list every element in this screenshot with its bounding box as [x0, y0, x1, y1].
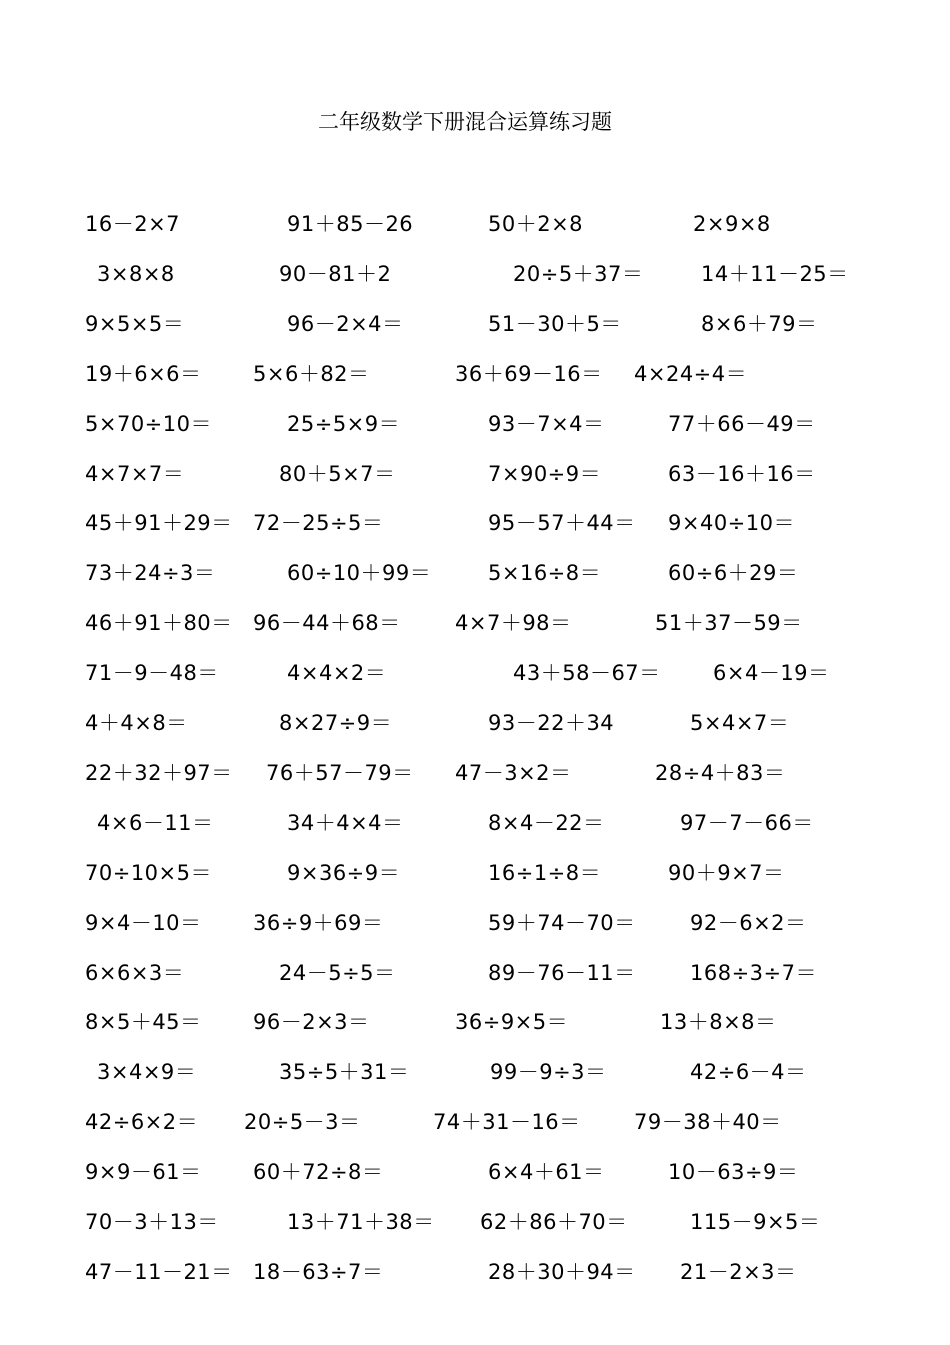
- math-problem: 96－44＋68＝: [253, 611, 401, 635]
- problem-row: [0, 708, 950, 738]
- math-problem: 4×24÷4＝: [634, 362, 748, 386]
- math-problem: 70÷10×5＝: [85, 861, 212, 885]
- math-problem: 92－6×2＝: [690, 911, 807, 935]
- problem-row: [0, 1057, 950, 1087]
- math-problem: 8×5＋45＝: [85, 1010, 202, 1034]
- math-problem: 77＋66－49＝: [668, 412, 816, 436]
- math-problem: 73＋24÷3＝: [85, 561, 216, 585]
- math-problem: 42÷6×2＝: [85, 1110, 199, 1134]
- math-problem: 5×70÷10＝: [85, 412, 212, 436]
- problem-row: [0, 508, 950, 538]
- math-problem: 51＋37－59＝: [655, 611, 803, 635]
- math-problem: 50＋2×8: [488, 212, 584, 236]
- math-problem: 9×4－10＝: [85, 911, 202, 935]
- math-problem: 36÷9×5＝: [455, 1010, 569, 1034]
- math-problem: 60＋72÷8＝: [253, 1160, 384, 1184]
- math-problem: 35÷5＋31＝: [279, 1060, 410, 1084]
- page-title: 二年级数学下册混合运算练习题: [318, 110, 612, 134]
- math-problem: 70－3＋13＝: [85, 1210, 219, 1234]
- math-problem: 95－57＋44＝: [488, 511, 636, 535]
- math-problem: 93－7×4＝: [488, 412, 605, 436]
- math-problem: 28＋30＋94＝: [488, 1260, 636, 1284]
- problem-row: [0, 1007, 950, 1037]
- math-problem: 3×8×8: [97, 262, 175, 286]
- math-problem: 6×4－19＝: [713, 661, 830, 685]
- problem-row: [0, 209, 950, 239]
- math-problem: 18－63÷7＝: [253, 1260, 384, 1284]
- math-problem: 9×5×5＝: [85, 312, 185, 336]
- math-problem: 99－9÷3＝: [490, 1060, 607, 1084]
- math-problem: 60÷6＋29＝: [668, 561, 799, 585]
- math-problem: 14＋11－25＝: [701, 262, 849, 286]
- math-problem: 21－2×3＝: [680, 1260, 797, 1284]
- math-problem: 74＋31－16＝: [433, 1110, 581, 1134]
- math-problem: 20÷5－3＝: [244, 1110, 361, 1134]
- math-problem: 93－22＋34: [488, 711, 615, 735]
- math-problem: 25÷5×9＝: [287, 412, 401, 436]
- problem-row: [0, 908, 950, 938]
- math-problem: 24－5÷5＝: [279, 961, 396, 985]
- math-problem: 47－11－21＝: [85, 1260, 233, 1284]
- math-problem: 63－16＋16＝: [668, 462, 816, 486]
- math-problem: 20÷5＋37＝: [513, 262, 644, 286]
- math-problem: 5×6＋82＝: [253, 362, 370, 386]
- math-problem: 36＋69－16＝: [455, 362, 603, 386]
- math-problem: 4×6－11＝: [97, 811, 214, 835]
- math-problem: 9×36÷9＝: [287, 861, 401, 885]
- problem-row: [0, 309, 950, 339]
- math-problem: 71－9－48＝: [85, 661, 219, 685]
- math-problem: 89－76－11＝: [488, 961, 636, 985]
- math-problem: 80＋5×7＝: [279, 462, 396, 486]
- math-problem: 4＋4×8＝: [85, 711, 188, 735]
- math-problem: 19＋6×6＝: [85, 362, 202, 386]
- math-problem: 97－7－66＝: [680, 811, 814, 835]
- problem-row: [0, 1207, 950, 1237]
- math-problem: 90＋9×7＝: [668, 861, 785, 885]
- math-problem: 4×4×2＝: [287, 661, 387, 685]
- math-problem: 9×9－61＝: [85, 1160, 202, 1184]
- math-problem: 51－30＋5＝: [488, 312, 622, 336]
- problem-row: [0, 858, 950, 888]
- math-problem: 36÷9＋69＝: [253, 911, 384, 935]
- math-problem: 5×16÷8＝: [488, 561, 602, 585]
- problem-row: [0, 758, 950, 788]
- math-problem: 96－2×3＝: [253, 1010, 370, 1034]
- math-problem: 6×4＋61＝: [488, 1160, 605, 1184]
- problem-row: [0, 658, 950, 688]
- math-problem: 16－2×7: [85, 212, 181, 236]
- problem-row: [0, 558, 950, 588]
- math-problem: 42÷6－4＝: [690, 1060, 807, 1084]
- math-problem: 168÷3÷7＝: [690, 961, 817, 985]
- problem-row: [0, 259, 950, 289]
- math-problem: 43＋58－67＝: [513, 661, 661, 685]
- math-problem: 4×7×7＝: [85, 462, 185, 486]
- math-problem: 2×9×8: [693, 212, 771, 236]
- math-problem: 8×27÷9＝: [279, 711, 393, 735]
- math-problem: 46＋91＋80＝: [85, 611, 233, 635]
- math-problem: 91＋85－26: [287, 212, 414, 236]
- math-problem: 115－9×5＝: [690, 1210, 821, 1234]
- math-problem: 59＋74－70＝: [488, 911, 636, 935]
- problem-row: [0, 1157, 950, 1187]
- math-problem: 22＋32＋97＝: [85, 761, 233, 785]
- math-problem: 8×4－22＝: [488, 811, 605, 835]
- math-problem: 7×90÷9＝: [488, 462, 602, 486]
- problem-row: [0, 409, 950, 439]
- problem-row: [0, 958, 950, 988]
- math-problem: 34＋4×4＝: [287, 811, 404, 835]
- math-problem: 5×4×7＝: [690, 711, 790, 735]
- math-problem: 60÷10＋99＝: [287, 561, 432, 585]
- math-problem: 90－81＋2: [279, 262, 392, 286]
- problem-row: [0, 808, 950, 838]
- math-problem: 72－25÷5＝: [253, 511, 384, 535]
- math-problem: 8×6＋79＝: [701, 312, 818, 336]
- math-problem: 6×6×3＝: [85, 961, 185, 985]
- math-problem: 10－63÷9＝: [668, 1160, 799, 1184]
- math-problem: 13＋8×8＝: [660, 1010, 777, 1034]
- problem-row: [0, 1107, 950, 1137]
- math-problem: 62＋86＋70＝: [480, 1210, 628, 1234]
- math-problem: 76＋57－79＝: [266, 761, 414, 785]
- math-problem: 13＋71＋38＝: [287, 1210, 435, 1234]
- math-problem: 47－3×2＝: [455, 761, 572, 785]
- math-problem: 45＋91＋29＝: [85, 511, 233, 535]
- math-problem: 16÷1÷8＝: [488, 861, 602, 885]
- math-problem: 96－2×4＝: [287, 312, 404, 336]
- math-problem: 9×40÷10＝: [668, 511, 795, 535]
- problem-row: [0, 608, 950, 638]
- problem-row: [0, 1257, 950, 1287]
- problem-row: [0, 459, 950, 489]
- math-problem: 28÷4＋83＝: [655, 761, 786, 785]
- math-problem: 4×7＋98＝: [455, 611, 572, 635]
- math-problem: 79－38＋40＝: [634, 1110, 782, 1134]
- problem-row: [0, 359, 950, 389]
- math-problem: 3×4×9＝: [97, 1060, 197, 1084]
